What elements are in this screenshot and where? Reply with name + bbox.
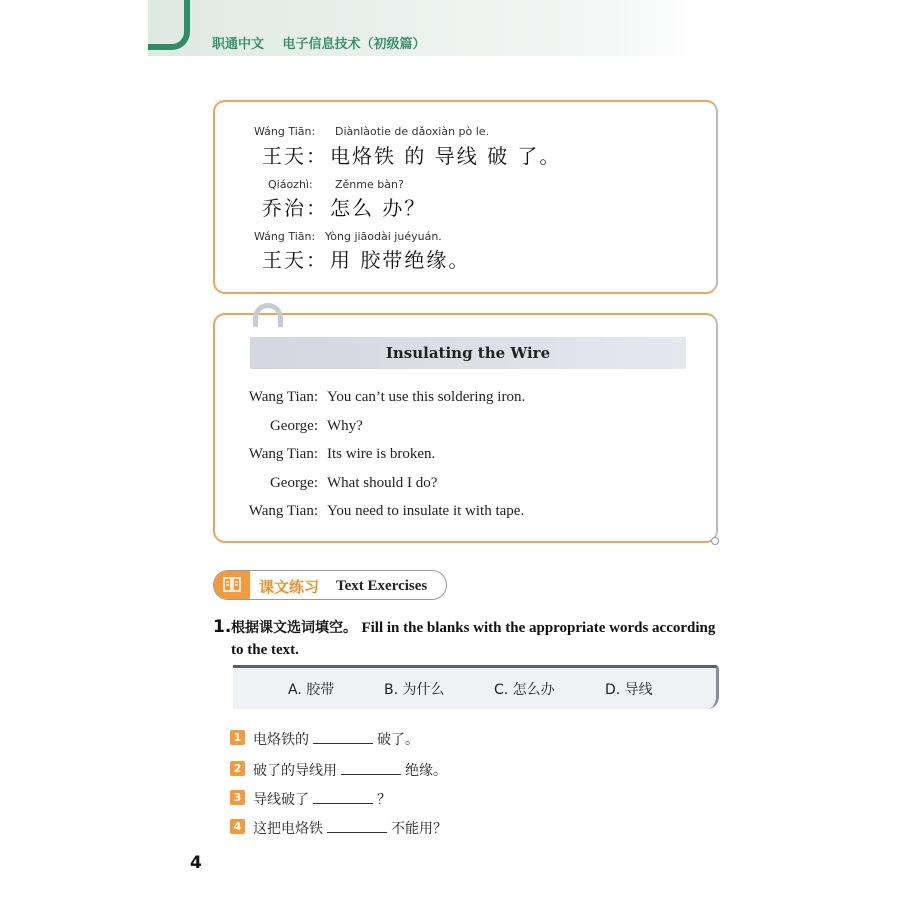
speaker-hanzi: 王天： [262,248,328,272]
hook-decoration [253,303,283,327]
translation-text: You need to insulate it with tape. [327,503,525,519]
question-prefix: 这把电烙铁 [253,821,323,837]
option-a: A. 胶带 [288,682,335,698]
book-series: 职通中文 [212,37,265,52]
instruction-cn: 根据课文选词填空。 [231,620,357,636]
question-number-badge: 1 [230,730,245,745]
question-prefix: 电烙铁的 [253,732,309,748]
running-header [212,33,440,52]
line-pinyin: Yòng jiāodài juéyuán. [325,230,442,243]
speaker-pinyin: Wáng Tiān: [254,125,316,138]
question-suffix: ？ [377,792,391,808]
instruction-line-1 [231,617,715,637]
question-prefix: 导线破了 [253,792,309,808]
question-suffix: 不能用？ [391,821,447,837]
question-number-badge: 2 [230,761,245,776]
instruction-number: 1. [213,617,232,637]
translation-speaker: Wang Tian: [248,389,318,405]
translation-text: Why? [327,418,363,434]
question-1 [253,729,419,749]
book-icon [214,571,250,599]
answer-blank[interactable] [341,762,401,775]
answer-blank[interactable] [327,820,387,833]
translation-text: What should I do? [327,475,438,491]
question-2 [253,760,447,780]
option-b: B. 为什么 [384,682,445,698]
question-suffix: 破了。 [377,732,419,748]
instruction-line-2: to the text. [231,642,299,658]
line-pinyin: Zěnme bàn? [335,178,404,191]
speaker-hanzi: 乔治： [262,196,328,220]
question-number-badge: 4 [230,819,245,834]
line-hanzi: 用 胶带绝缘。 [330,248,471,272]
translation-speaker: Wang Tian: [248,503,318,519]
translation-speaker: George: [269,418,318,434]
translation-text: Its wire is broken. [327,446,436,462]
translation-title: Insulating the Wire [385,344,551,362]
line-end-dot [711,537,719,545]
answer-blank[interactable] [313,791,373,804]
line-pinyin: Diànlàotie de dǎoxiàn pò le. [335,125,490,138]
instruction-en: Fill in the blanks with the appropriate words according [361,620,716,636]
page-number: 4 [190,853,202,873]
question-3 [253,789,391,809]
option-c: C. 怎么办 [494,682,555,698]
line-hanzi: 电烙铁 的 导线 破 了。 [330,144,562,168]
header-hook-decoration [148,0,190,50]
translation-text: You can’t use this soldering iron. [327,389,526,405]
book-title: 电子信息技术（初级篇） [282,37,426,52]
question-number-badge: 3 [230,790,245,805]
exercises-label-en: Text Exercises [336,578,428,594]
option-d: D. 导线 [605,682,653,698]
translation-speaker: Wang Tian: [248,446,318,462]
speaker-pinyin: Qiáozhì: [268,178,313,191]
speaker-hanzi: 王天： [262,144,328,168]
question-4 [253,818,447,838]
exercises-label-cn: 课文练习 [259,578,320,596]
question-prefix: 破了的导线用 [253,763,337,779]
answer-blank[interactable] [313,731,373,744]
line-hanzi: 怎么 办？ [330,196,427,220]
translation-speaker: George: [269,475,318,491]
question-suffix: 绝缘。 [405,763,447,779]
speaker-pinyin: Wáng Tiān: [254,230,316,243]
